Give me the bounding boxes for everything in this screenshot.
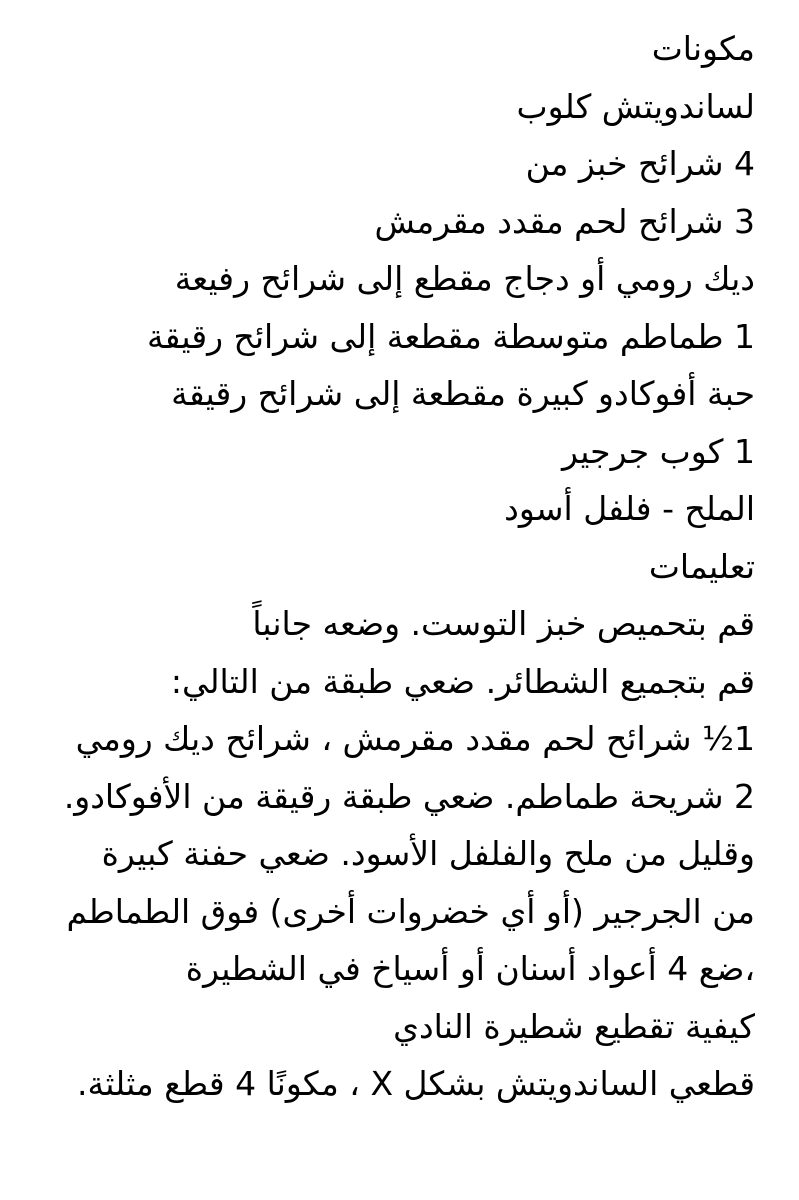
- ingredient-line: ديك رومي أو دجاج مقطع إلى شرائح رفيعة: [174, 259, 755, 298]
- instruction-line: وقليل من ملح والفلفل الأسود. ضعي حفنة كبيرة: [101, 834, 755, 873]
- ingredient-line: 1 كوب جرجير: [562, 431, 755, 471]
- instruction-line: كيفية تقطيع شطيرة النادي: [393, 1006, 755, 1046]
- ingredient-line: 3 شرائح لحم مقدد مقرمش: [374, 201, 755, 241]
- instruction-line: ،ضع 4 أعواد أسنان أو أسياخ في الشطيرة: [185, 949, 755, 988]
- ingredient-line: حبة أفوكادو كبيرة مقطعة إلى شرائح رقيقة: [171, 374, 755, 413]
- ingredients-heading: مكونات: [651, 29, 755, 68]
- instruction-line: 1½ شرائح لحم مقدد مقرمش ، شرائح ديك رومي: [75, 719, 755, 758]
- ingredient-line: 4 شرائح خبز من: [525, 144, 755, 183]
- instruction-line: قم بتجميع الشطائر. ضعي طبقة من التالي:: [170, 661, 755, 701]
- instructions-heading: تعليمات: [648, 546, 755, 586]
- instruction-line: قم بتحميص خبز التوست. وضعه جانباً: [252, 604, 755, 643]
- recipe-document: [20, 20, 755, 1113]
- instruction-line: قطعي الساندويتش بشكل X ، مكونًا 4 قطع مثلثة.: [77, 1064, 755, 1103]
- instruction-line: 2 شريحة طماطم. ضعي طبقة رقيقة من الأفوكادو.: [63, 776, 755, 816]
- ingredient-line: الملح - فلفل أسود: [504, 489, 755, 528]
- recipe-subtitle: لساندويتش كلوب: [516, 86, 755, 126]
- ingredient-line: 1 طماطم متوسطة مقطعة إلى شرائح رقيقة: [146, 316, 755, 356]
- instruction-line: من الجرجير (أو أي خضروات أخرى) فوق الطماطم: [66, 891, 755, 931]
